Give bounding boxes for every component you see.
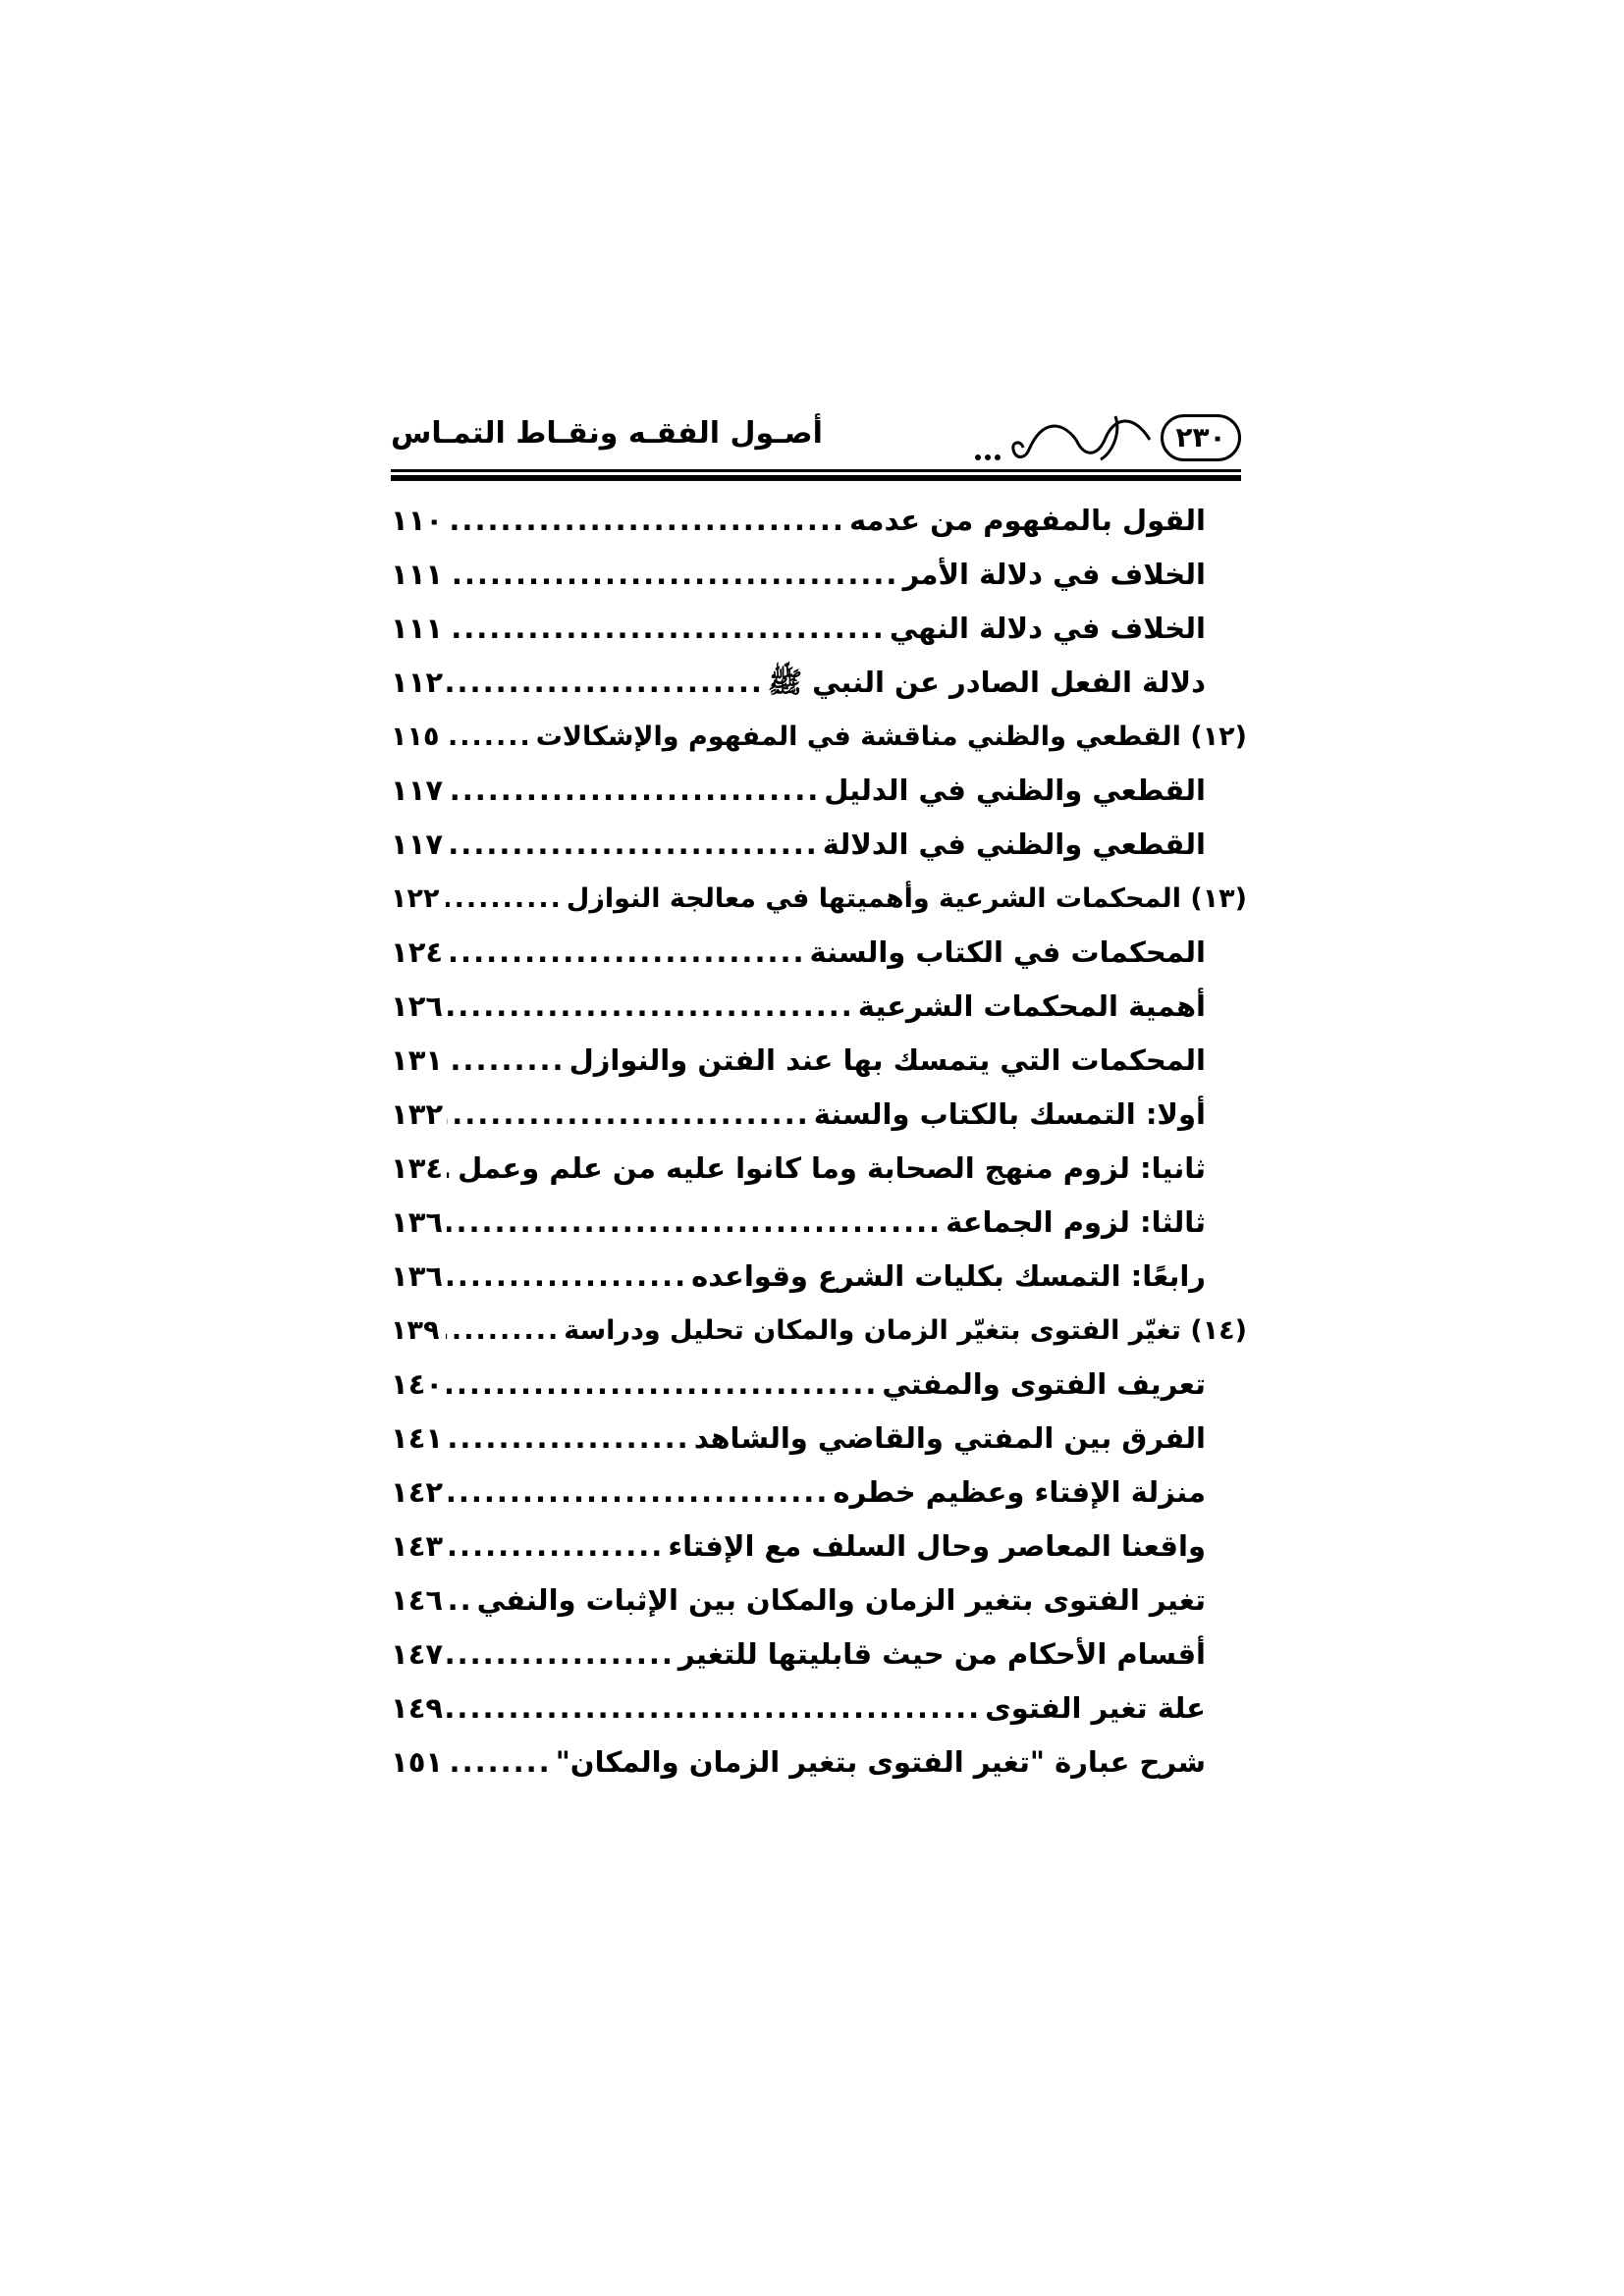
toc-entry: [391, 926, 1206, 980]
dot-leader: [447, 494, 845, 548]
dot-leader: [447, 1466, 829, 1520]
dot-leader: [447, 548, 898, 602]
entry-title: شرح عبارة "تغير الفتوى بتغير الزمان والمكان": [555, 1745, 1206, 1779]
entry-page: ١٢٦: [391, 989, 444, 1023]
dot-leader: [447, 1088, 810, 1142]
entry-page: ١٤٦: [391, 1583, 444, 1617]
toc-entry: [391, 1142, 1206, 1196]
dot-leader: [447, 602, 886, 656]
entry-page: ١٣٤: [391, 1151, 444, 1185]
entry-title: (١٢) القطعي والظني مناقشة في المفهوم والإشكالات: [535, 721, 1247, 752]
entry-title: المحكمات التي يتمسك بها عند الفتن والنوازل: [568, 1043, 1206, 1077]
book-title: أصـول الفقـه ونقـاط التمـاس: [391, 416, 823, 451]
toc-entry: [391, 1196, 1206, 1250]
entry-title: تعريف الفتوى والمفتي: [882, 1367, 1206, 1401]
toc-entry: [391, 1412, 1206, 1466]
entry-page: ١١١: [391, 558, 444, 591]
entry-title: الفرق بين المفتي والقاضي والشاهد: [693, 1421, 1206, 1455]
entry-title: أولا: التمسك بالكتاب والسنة: [813, 1097, 1206, 1131]
dot-leader: [447, 656, 764, 710]
page-header: [391, 410, 1241, 477]
entry-title: تغير الفتوى بتغير الزمان والمكان بين الإثبات والنفي: [476, 1583, 1206, 1617]
entry-page: ١١٧: [391, 828, 444, 861]
entry-page: ١٤٩: [391, 1691, 444, 1725]
entry-title: رابعًا: التمسك بكليات الشرع وقواعده: [691, 1259, 1206, 1293]
toc-entry: [391, 1034, 1206, 1088]
dot-leader: [447, 1628, 675, 1682]
entry-title: (١٤) تغيّر الفتوى بتغيّر الزمان والمكان تحليل ودراسة: [564, 1315, 1247, 1346]
entry-title: الخلاف في دلالة النهي: [889, 612, 1206, 645]
dot-leader: [447, 818, 819, 872]
entry-title: (١٣) المحكمات الشرعية وأهميتها في معالجة النوازل: [566, 883, 1247, 914]
toc-entry: [391, 1088, 1206, 1142]
ornament-icon: [968, 410, 1155, 465]
entry-title: القطعي والظني في الدلالة: [822, 828, 1206, 861]
entry-title: الخلاف في دلالة الأمر: [902, 558, 1206, 591]
entry-page: ١٤١: [391, 1421, 444, 1455]
dot-leader: [447, 980, 854, 1034]
toc-chapter-entry: [391, 872, 1247, 926]
entry-title: علة تغير الفتوى: [985, 1691, 1206, 1725]
entry-page: ١٣٢: [391, 1097, 444, 1131]
toc-entry: [391, 818, 1206, 872]
entry-page: ١٤٠: [391, 1367, 444, 1401]
toc-entry: [391, 548, 1206, 602]
dot-leader: [447, 1412, 690, 1466]
dot-leader: [447, 1196, 942, 1250]
entry-page: ١١٢: [391, 666, 444, 699]
entry-title: منزلة الإفتاء وعظيم خطره: [833, 1475, 1206, 1509]
entry-title: أقسام الأحكام من حيث قابليتها للتغير: [677, 1637, 1206, 1671]
toc-chapter-entry: [391, 1304, 1247, 1358]
dot-leader: [446, 1304, 560, 1358]
page-number: ٢٣٠: [1161, 414, 1241, 461]
entry-title: ثانيا: لزوم منهج الصحابة وما كانوا عليه من علم وعمل: [458, 1151, 1206, 1185]
entry-page: ١٣٩: [391, 1315, 440, 1346]
toc-entry: [391, 1466, 1206, 1520]
entry-page: ١٤٧: [391, 1637, 444, 1671]
toc-entry: [391, 602, 1206, 656]
dot-leader: [447, 926, 805, 980]
entry-title: دلالة الفعل الصادر عن النبي ﷺ: [767, 666, 1206, 699]
dot-leader: [447, 1574, 473, 1628]
table-of-contents: [391, 494, 1247, 1789]
toc-entry: [391, 656, 1206, 710]
toc-entry: [391, 1574, 1206, 1628]
entry-page: ١٥١: [391, 1745, 444, 1779]
entry-page: ١٢٢: [391, 883, 440, 914]
entry-page: ١١٧: [391, 774, 444, 807]
header-rule: [391, 469, 1241, 472]
dot-leader: [446, 710, 532, 764]
entry-title: واقعنا المعاصر وحال السلف مع الإفتاء: [668, 1529, 1206, 1563]
dot-leader: [447, 1250, 687, 1304]
toc-entry: [391, 1520, 1206, 1574]
dot-leader: [446, 872, 563, 926]
dot-leader: [447, 1682, 981, 1735]
entry-page: ١٣١: [391, 1043, 444, 1077]
header-rule-thick: [391, 475, 1241, 481]
toc-entry: [391, 764, 1206, 818]
entry-page: ١١٠: [391, 504, 444, 537]
entry-title: أهمية المحكمات الشرعية: [857, 989, 1206, 1023]
entry-title: القول بالمفهوم من عدمه: [848, 504, 1206, 537]
entry-page: ١٣٦: [391, 1259, 444, 1293]
entry-page: ١٤٣: [391, 1529, 444, 1563]
entry-page: ١٣٦: [391, 1205, 444, 1239]
toc-entry: [391, 1250, 1206, 1304]
entry-page: ١١٥: [391, 721, 440, 752]
toc-entry: [391, 1628, 1206, 1682]
toc-entry: [391, 494, 1206, 548]
toc-entry: [391, 980, 1206, 1034]
entry-title: القطعي والظني في الدليل: [824, 774, 1206, 807]
dot-leader: [447, 1735, 552, 1789]
entry-page: ١١١: [391, 612, 444, 645]
entry-page: ١٤٢: [391, 1475, 444, 1509]
entry-page: ١٢٤: [391, 935, 444, 969]
dot-leader: [447, 1034, 565, 1088]
dot-leader: [447, 1520, 664, 1574]
toc-entry: [391, 1682, 1206, 1735]
dot-leader: [447, 764, 820, 818]
entry-title: المحكمات في الكتاب والسنة: [809, 935, 1206, 969]
toc-chapter-entry: [391, 710, 1247, 764]
toc-entry: [391, 1358, 1206, 1412]
entry-title: ثالثا: لزوم الجماعة: [946, 1205, 1206, 1239]
dot-leader: [447, 1358, 878, 1412]
dot-leader: [447, 1142, 454, 1196]
toc-entry: [391, 1735, 1206, 1789]
